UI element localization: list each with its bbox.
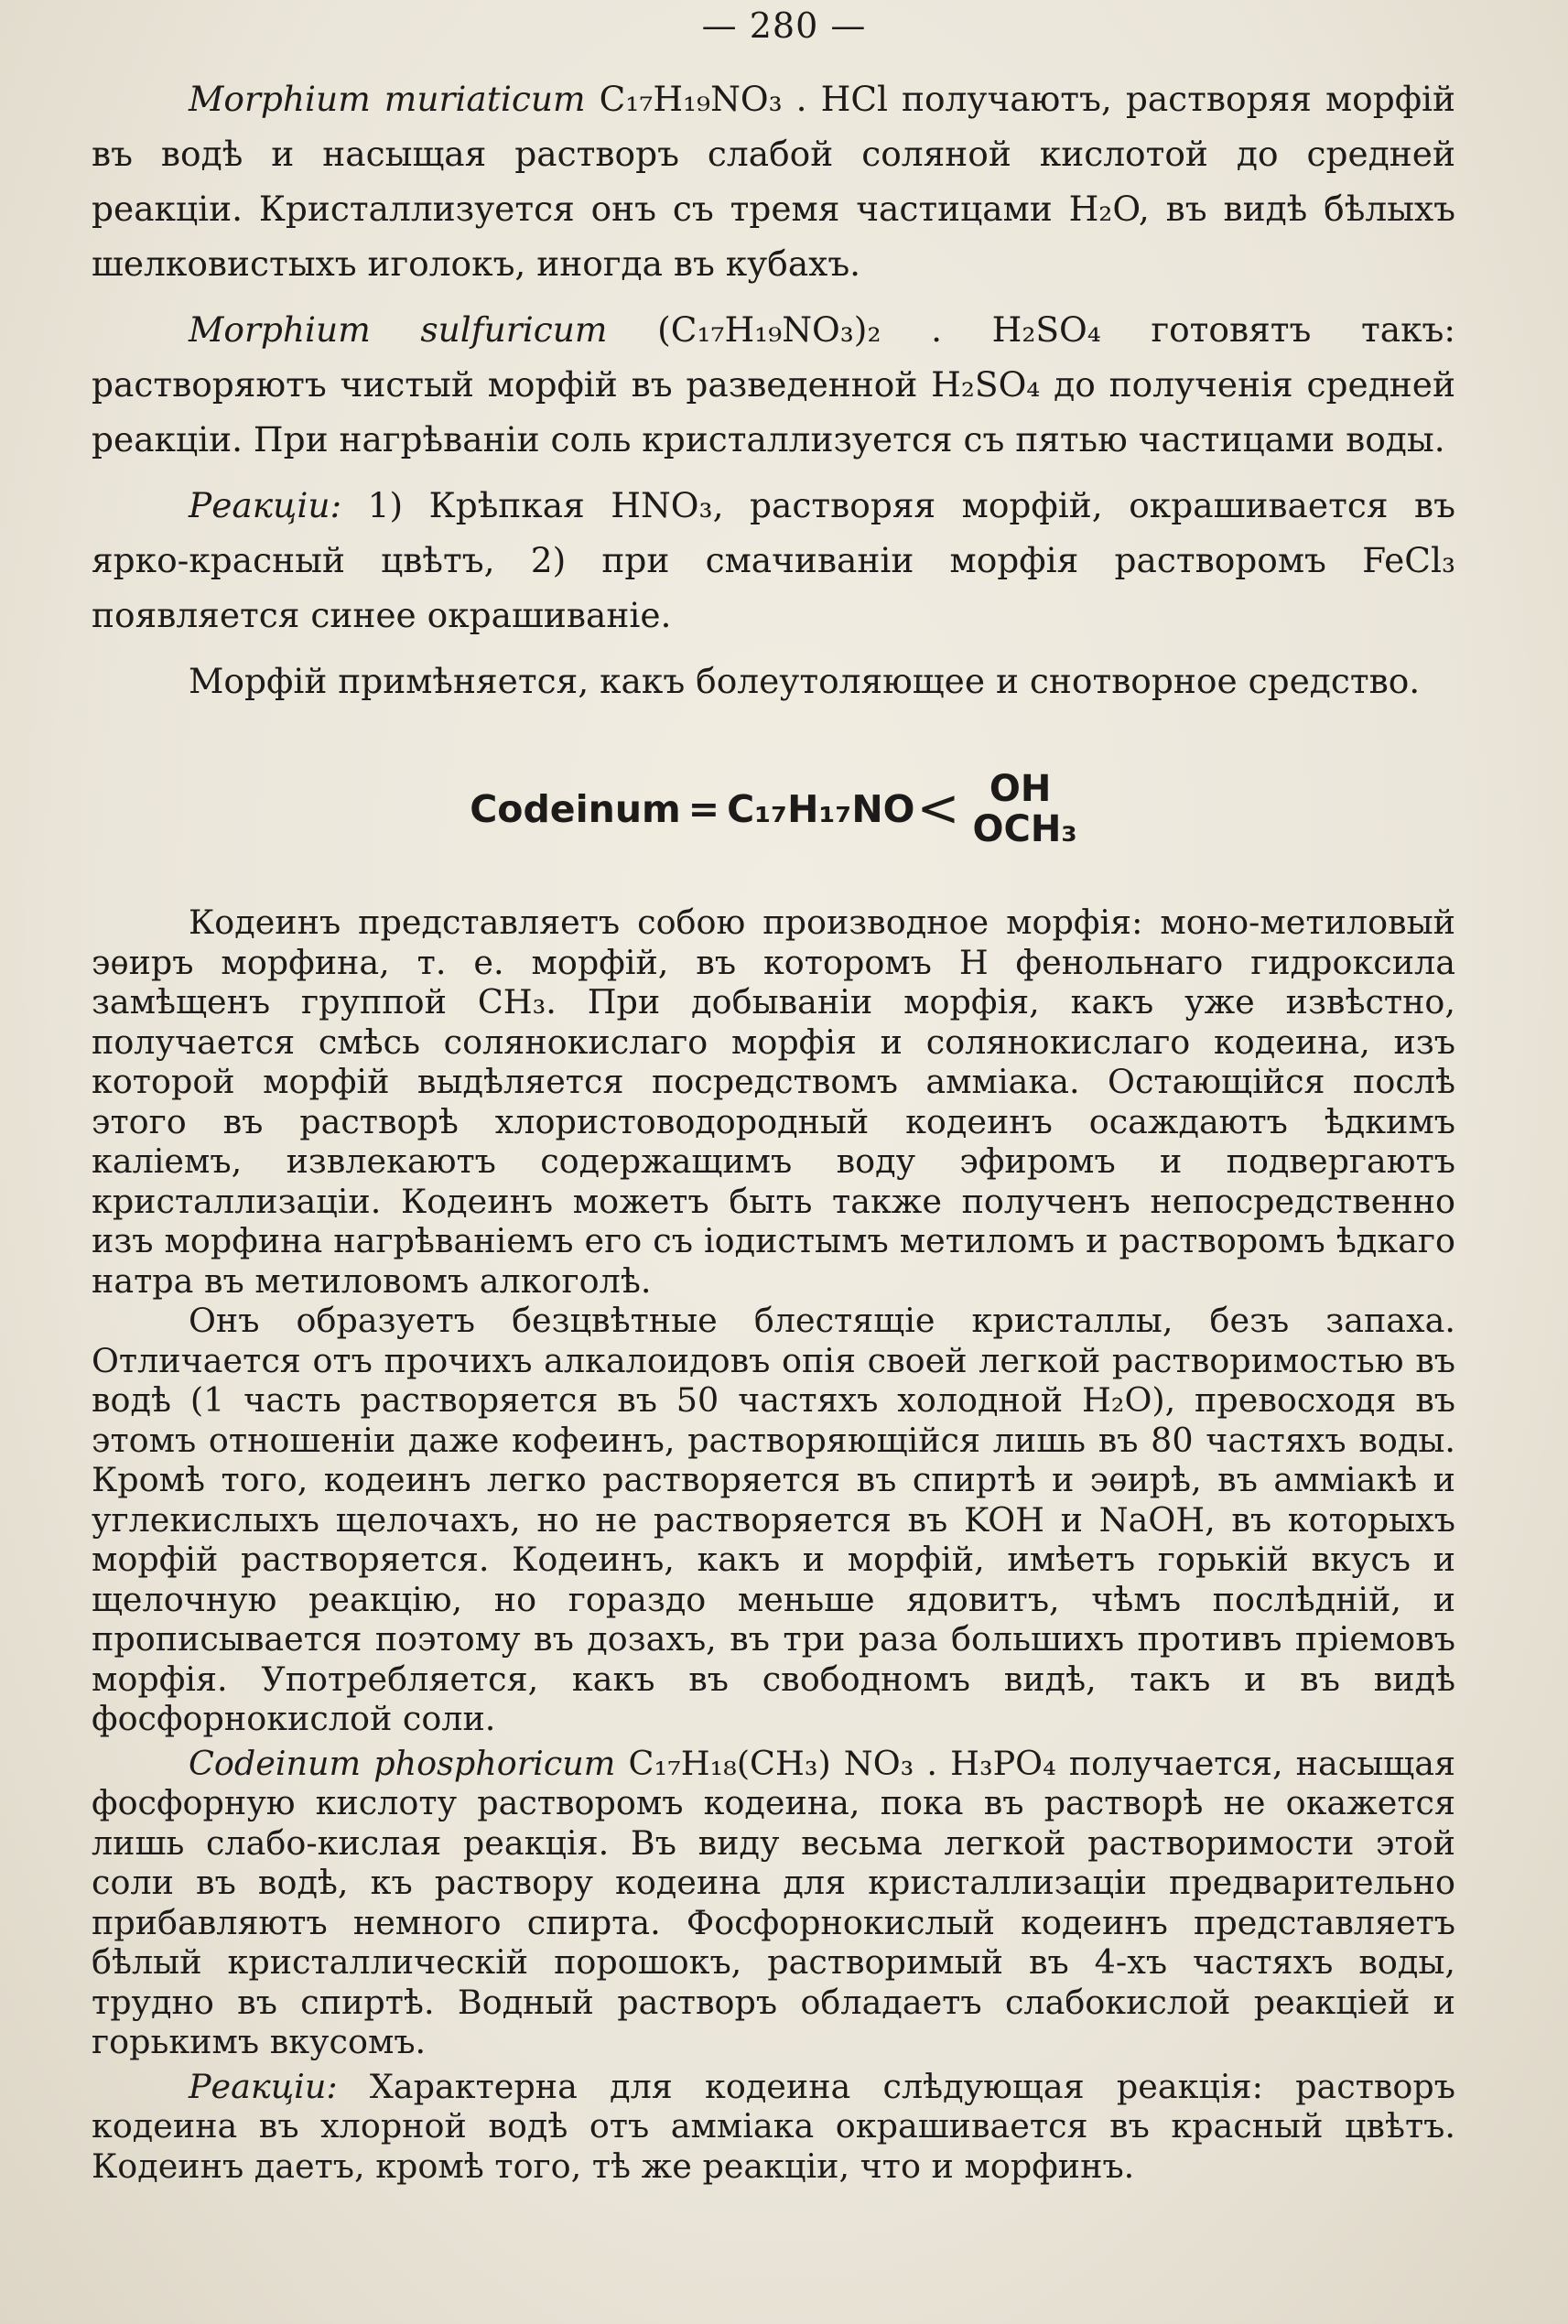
codeine-heading-groups — [967, 768, 1077, 850]
morphium-muriaticum-text: получаютъ, растворяя морфій въ водѣ и насыщая растворъ слабой соляной кислотой до средней реакціи. Кристаллизуется онъ съ тремя частицами H₂O, въ видѣ бѣлыхъ шелковистыхъ иголокъ, иногда въ кубахъ. — [92, 79, 1456, 284]
codeinum-phosphoricum-text: получается, насыщая фосфорную кислоту растворомъ кодеина, пока въ растворѣ не окажется лишь слабо-кислая реакція. Въ виду весьма легкой растворимости этой соли въ водѣ, къ раствору кодеина для кристаллизаціи предварительно прибавляютъ немного спирта. Фосфорнокислый кодеинъ представляетъ бѣлый кристаллическій порошокъ, растворимый въ 4-хъ частяхъ воды, трудно въ спиртѣ. Водный растворъ обладаетъ слабокислой реакціей и горькимъ вкусомъ. — [92, 1743, 1455, 2061]
codeinum-phosphoricum-formula: C₁₇H₁₈(CH₃) NO₃ . H₃PO₄ — [628, 1743, 1056, 1783]
paragraph-morphium-muriaticum — [92, 71, 1455, 291]
page-content — [92, 71, 1455, 2186]
paragraph-codeine-1: Кодеинъ представляетъ собою производное морфія: моно-метиловый эѳиръ морфина, т. е. морфій, въ которомъ H фенольнаго гидроксила замѣщенъ группой CH₃. При добываніи морфія, какъ уже извѣстно, получается смѣсь солянокислаго морфія и солянокислаго кодеина, изъ которой морфій выдѣляется посредствомъ амміака. Остающійся послѣ этого въ растворѣ хлористоводородный кодеинъ осаждаютъ ѣдкимъ каліемъ, извлекаютъ содержащимъ воду эфиромъ и подвергаютъ кристаллизаціи. Кодеинъ можетъ быть также полученъ непосредственно изъ морфина нагрѣваніемъ его съ іодистымъ метиломъ и растворомъ ѣдкаго натра въ метиловомъ алкоголѣ. — [92, 903, 1455, 1301]
codeine-formula-heading — [92, 768, 1455, 850]
paragraph-codeine-2: Онъ образуетъ безцвѣтные блестящіе кристаллы, безъ запаха. Отличается отъ прочихъ алкалоидовъ опія своей легкой растворимостью въ водѣ (1 часть растворяется въ 50 частяхъ холодной H₂O), превосходя въ этомъ отношеніи даже кофеинъ, растворяющійся лишь въ 80 частяхъ воды. Кромѣ того, кодеинъ легко растворяется въ спиртѣ и эѳирѣ, въ амміакѣ и углекислыхъ щелочахъ, но не растворяется въ KOH и NaOH, въ которыхъ морфій растворяется. Кодеинъ, какъ и морфій, имѣетъ горькій вкусъ и щелочную реакцію, но гораздо меньше ядовитъ, чѣмъ послѣдній, и прописывается поэтому въ дозахъ, въ три раза большихъ противъ пріемовъ морфія. Употребляется, какъ въ свободномъ видѣ, такъ и въ видѣ фосфорнокислой соли. — [92, 1301, 1455, 1738]
morphine-reactions-text: 1) Крѣпкая HNO₃, растворяя морфій, окрашивается въ ярко-красный цвѣтъ, 2) при смачиваніи морфія растворомъ FeCl₃ появляется синее окрашиваніе. — [92, 485, 1455, 635]
codeine-group-top: OH — [989, 768, 1052, 810]
morphium-sulfuricum-title: Morphium sulfuricum — [189, 309, 608, 350]
morphium-sulfuricum-formula: (C₁₇H₁₉NO₃)₂ . H₂SO₄ — [657, 309, 1101, 350]
page-number: — 280 — — [701, 5, 867, 46]
morphium-muriaticum-formula: C₁₇H₁₉NO₃ . HCl — [599, 79, 889, 119]
codeine-heading-angle: < — [916, 779, 960, 838]
codeine-section — [92, 903, 1455, 2186]
morphine-reactions-label: Реакціи: — [189, 485, 342, 525]
paragraph-morphine-use: Морфій примѣняется, какъ болеутоляющее и снотворное средство. — [189, 661, 1421, 701]
codeine-heading-core: C₁₇H₁₇NO — [727, 786, 915, 831]
codeine-heading-equals: = — [687, 786, 720, 831]
codeine-reactions-text: Характерна для кодеина слѣдующая реакція: растворъ кодеина въ хлорной водѣ отъ амміака окрашивается въ красный цвѣтъ. Кодеинъ даетъ, кромѣ того, тѣ же реакціи, что и морфинъ. — [92, 2066, 1455, 2186]
codeine-group-bottom: OCH₃ — [972, 808, 1077, 850]
paragraph-morphine-reactions — [92, 478, 1455, 643]
paragraph-codeine-reactions — [92, 2067, 1455, 2187]
codeinum-phosphoricum-title: Codeinum phosphoricum — [189, 1743, 616, 1783]
paragraph-codeinum-phosphoricum — [92, 1744, 1455, 2062]
morphium-muriaticum-title: Morphium muriaticum — [189, 79, 586, 119]
codeine-heading-name: Codeinum — [470, 786, 681, 831]
codeine-reactions-label: Реакціи: — [189, 2066, 338, 2106]
paragraph-morphium-sulfuricum — [92, 302, 1455, 467]
morphium-sulfuricum-text: готовятъ такъ: растворяютъ чистый морфій въ разведенной H₂SO₄ до полученія средней реакціи. При нагрѣваніи соль кристаллизуется съ пятью частицами воды. — [92, 309, 1456, 459]
